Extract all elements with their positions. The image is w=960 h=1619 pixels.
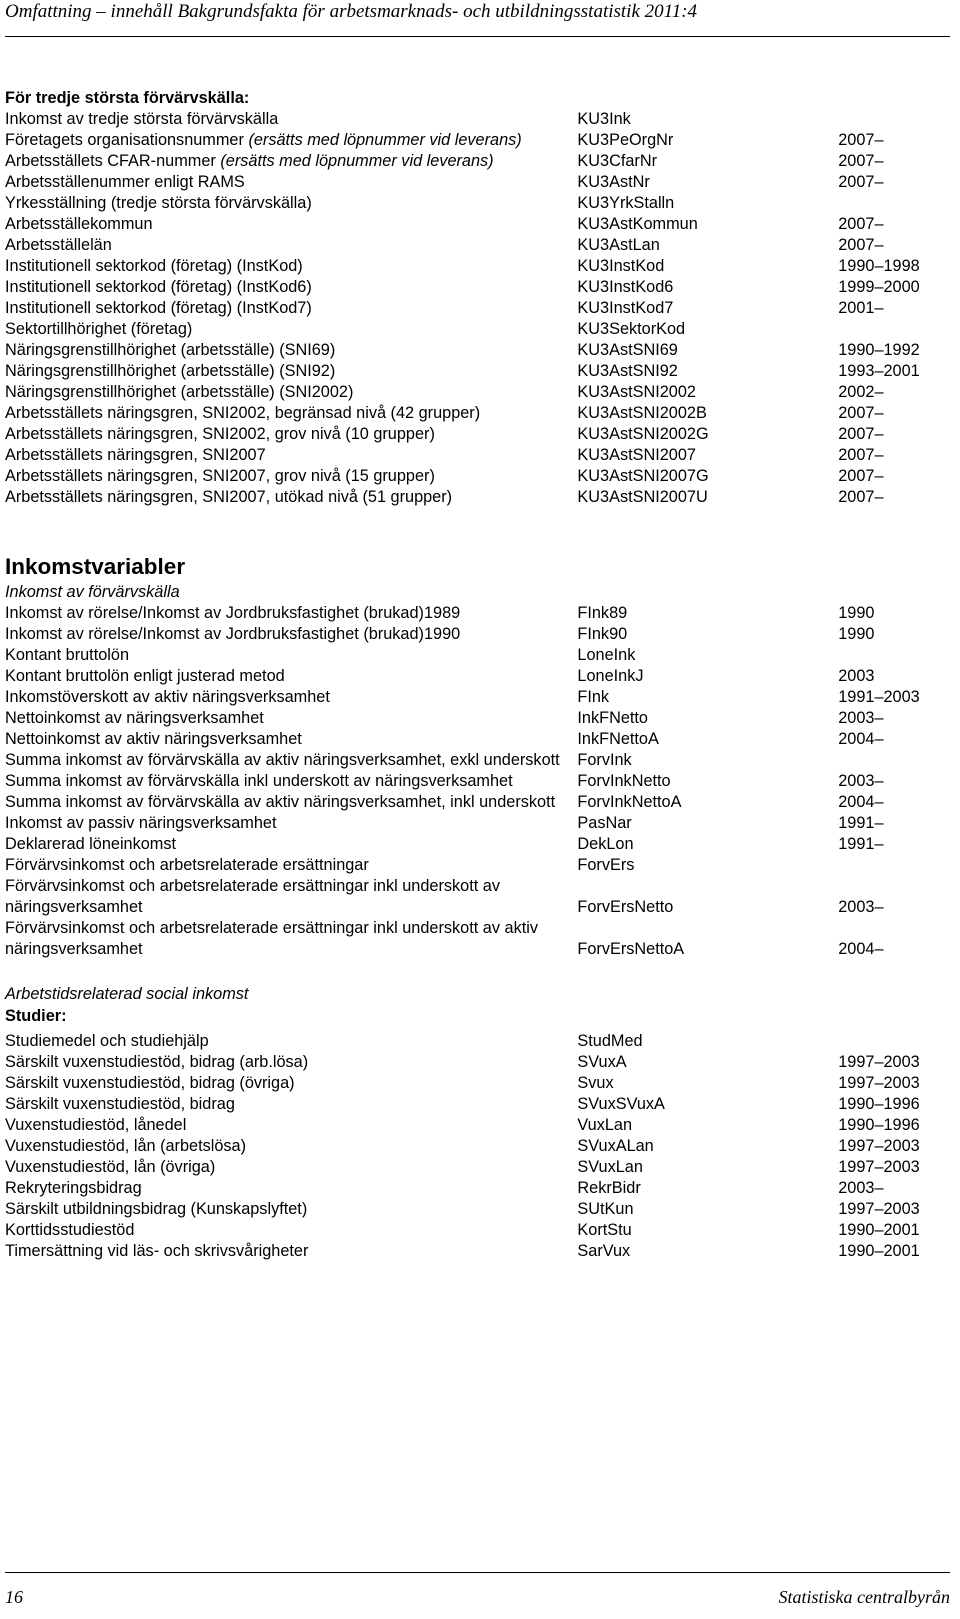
variable-years: 2007– [838, 467, 884, 485]
variable-description [5, 834, 577, 855]
table-row [5, 214, 955, 235]
table-row [5, 361, 955, 382]
description-text: Vuxenstudiestöd, lån (arbetslösa) [5, 1137, 247, 1155]
table-row [5, 1073, 955, 1094]
variable-name: LoneInk [577, 646, 636, 664]
variable-name: Svux [577, 1074, 614, 1092]
table-row [5, 855, 955, 876]
variable-description [5, 1199, 577, 1220]
variable-description [5, 172, 577, 193]
variable-name: StudMed [577, 1032, 643, 1050]
variable-years: 2007– [838, 488, 884, 506]
variable-years: 1990–1996 [838, 1116, 920, 1134]
variable-description [5, 340, 577, 361]
description-text: Arbetsställets näringsgren, SNI2007 [5, 446, 266, 464]
variable-name: SVuxALan [577, 1137, 654, 1155]
description-text: Arbetsställets näringsgren, SNI2007, utökad nivå (51 grupper) [5, 488, 453, 506]
description-text: Summa inkomst av förvärvskälla av aktiv näringsverksamhet, inkl underskott [5, 793, 556, 811]
variable-name: KU3AstSNI2002 [577, 383, 696, 401]
description-text: Särskilt vuxenstudiestöd, bidrag [5, 1095, 235, 1113]
description-text: Särskilt vuxenstudiestöd, bidrag (övriga) [5, 1074, 295, 1092]
section2-table [5, 603, 955, 960]
table-row [5, 876, 955, 918]
description-text: Yrkesställning (tredje största förvärvskälla) [5, 194, 312, 212]
description-text: Särskilt utbildningsbidrag (Kunskapslyftet) [5, 1200, 308, 1218]
variable-name: KU3Ink [577, 110, 631, 128]
description-text: Nettoinkomst av näringsverksamhet [5, 709, 264, 727]
table-row [5, 1157, 955, 1178]
variable-name: ForvErs [577, 856, 635, 874]
table-row [5, 487, 955, 508]
section1-heading: För tredje största förvärvskälla: [5, 89, 250, 107]
variable-description [5, 708, 577, 729]
description-text: Arbetsställets näringsgren, SNI2002, grov nivå (10 grupper) [5, 425, 435, 443]
variable-description [5, 109, 577, 130]
variable-description [5, 487, 577, 508]
variable-name: ForvInk [577, 751, 632, 769]
section1-table [5, 109, 955, 508]
description-text: Förvärvsinkomst och arbetsrelaterade ersättningar [5, 856, 369, 874]
description-text: Timersättning vid läs- och skrivsvårigheter [5, 1242, 309, 1260]
variable-name: KU3SektorKod [577, 320, 686, 338]
variable-years: 2001– [838, 299, 884, 317]
variable-description [5, 918, 577, 960]
variable-years: 2007– [838, 446, 884, 464]
description-text: Kontant bruttolön enligt justerad metod [5, 667, 285, 685]
table-row [5, 1136, 955, 1157]
variable-name: KU3InstKod7 [577, 299, 674, 317]
variable-description [5, 277, 577, 298]
description-text: Vuxenstudiestöd, lån (övriga) [5, 1158, 216, 1176]
variable-description [5, 1178, 577, 1199]
section3-table [5, 1031, 955, 1262]
variable-years: 2007– [838, 152, 884, 170]
section2-title: Inkomstvariabler [5, 554, 186, 579]
variable-years: 2003– [838, 709, 884, 727]
variable-years: 1990–1996 [838, 1095, 920, 1113]
table-row [5, 813, 955, 834]
variable-years: 2007– [838, 173, 884, 191]
table-row [5, 1094, 955, 1115]
variable-name: KU3AstSNI2002G [577, 425, 709, 443]
table-row [5, 382, 955, 403]
variable-description [5, 1094, 577, 1115]
description-text: Näringsgrenstillhörighet (arbetsställe) (SNI92) [5, 362, 336, 380]
variable-name: KU3AstSNI2002B [577, 404, 707, 422]
variable-name: KU3AstSNI2007U [577, 488, 708, 506]
variable-years: 1997–2003 [838, 1158, 920, 1176]
section2-subtitle: Inkomst av förvärvskälla [5, 583, 180, 601]
table-row [5, 340, 955, 361]
table-row [5, 151, 955, 172]
section3-subtitle: Arbetstidsrelaterad social inkomst [5, 985, 249, 1003]
description-text: Inkomst av tredje största förvärvskälla [5, 110, 279, 128]
variable-description [5, 1031, 577, 1052]
variable-description [5, 666, 577, 687]
description-text: Korttidsstudiestöd [5, 1221, 135, 1239]
variable-name: SVuxLan [577, 1158, 643, 1176]
variable-description [5, 424, 577, 445]
variable-description [5, 361, 577, 382]
description-text: Inkomstöverskott av aktiv näringsverksamhet [5, 688, 330, 706]
variable-name: KU3PeOrgNr [577, 131, 674, 149]
variable-description [5, 1052, 577, 1073]
variable-description [5, 687, 577, 708]
variable-years: 2007– [838, 131, 884, 149]
variable-years: 2003– [838, 898, 884, 916]
variable-years: 2003– [838, 772, 884, 790]
variable-name: KU3AstNr [577, 173, 650, 191]
description-text: Förvärvsinkomst och arbetsrelaterade ersättningar inkl underskott av näringsverksamhet [5, 877, 500, 916]
variable-name: ForvErsNettoA [577, 940, 685, 958]
description-text: Särskilt vuxenstudiestöd, bidrag (arb.lösa) [5, 1053, 309, 1071]
variable-name: KU3InstKod6 [577, 278, 674, 296]
table-row [5, 1199, 955, 1220]
table-row [5, 1031, 955, 1052]
variable-name: KU3AstSNI2007G [577, 467, 709, 485]
document-content [5, 87, 955, 1262]
table-row [5, 1220, 955, 1241]
variable-years: 2004– [838, 940, 884, 958]
variable-years: 1997–2003 [838, 1053, 920, 1071]
description-text: Summa inkomst av förvärvskälla inkl underskott av näringsverksamhet [5, 772, 513, 790]
description-text: Inkomst av rörelse/Inkomst av Jordbruksfastighet (brukad)1990 [5, 625, 461, 643]
variable-name: KU3InstKod [577, 257, 665, 275]
description-text: Summa inkomst av förvärvskälla av aktiv näringsverksamhet, exkl underskott [5, 751, 560, 769]
variable-name: SVuxA [577, 1053, 627, 1071]
variable-description [5, 1115, 577, 1136]
table-row [5, 708, 955, 729]
variable-name: SVuxSVuxA [577, 1095, 665, 1113]
variable-years: 1997–2003 [838, 1137, 920, 1155]
variable-years: 1991–2003 [838, 688, 920, 706]
variable-name: KU3AstSNI2007 [577, 446, 696, 464]
table-row [5, 1052, 955, 1073]
table-row [5, 729, 955, 750]
table-row [5, 445, 955, 466]
variable-name: ForvInkNetto [577, 772, 671, 790]
table-row [5, 298, 955, 319]
description-note: (ersätts med löpnummer vid leverans) [220, 152, 494, 170]
table-row [5, 792, 955, 813]
table-row [5, 256, 955, 277]
variable-name: FInk90 [577, 625, 628, 643]
variable-description [5, 876, 577, 918]
description-text: Arbetsställets CFAR-nummer [5, 152, 221, 170]
variable-name: KU3YrkStalln [577, 194, 675, 212]
description-text: Deklarerad löneinkomst [5, 835, 177, 853]
table-row [5, 466, 955, 487]
variable-description [5, 382, 577, 403]
table-row [5, 834, 955, 855]
description-text: Institutionell sektorkod (företag) (InstKod7) [5, 299, 312, 317]
table-row [5, 172, 955, 193]
variable-name: DekLon [577, 835, 634, 853]
variable-description [5, 855, 577, 876]
variable-years: 1990 [838, 625, 875, 643]
variable-years: 1990–1992 [838, 341, 920, 359]
variable-years: 2007– [838, 425, 884, 443]
variable-years: 2007– [838, 404, 884, 422]
variable-description [5, 319, 577, 340]
variable-years: 1990 [838, 604, 875, 622]
description-text: Kontant bruttolön [5, 646, 130, 664]
variable-description [5, 403, 577, 424]
description-text: Studiemedel och studiehjälp [5, 1032, 209, 1050]
variable-years: 2003– [838, 1179, 884, 1197]
variable-name: KU3AstLan [577, 236, 660, 254]
variable-name: KU3CfarNr [577, 152, 658, 170]
description-text: Arbetsställelän [5, 236, 112, 254]
variable-years: 1991– [838, 814, 884, 832]
variable-description [5, 235, 577, 256]
description-text: Vuxenstudiestöd, lånedel [5, 1116, 187, 1134]
variable-name: LoneInkJ [577, 667, 644, 685]
variable-years: 2002– [838, 383, 884, 401]
variable-description [5, 298, 577, 319]
publisher-name: Statistiska centralbyrån [778, 1587, 950, 1607]
variable-years: 1997–2003 [838, 1200, 920, 1218]
variable-name: SarVux [577, 1242, 631, 1260]
variable-years: 2004– [838, 793, 884, 811]
variable-description [5, 813, 577, 834]
variable-description [5, 792, 577, 813]
page-header [5, 0, 950, 37]
table-row [5, 1178, 955, 1199]
variable-years: 2007– [838, 215, 884, 233]
description-text: Förvärvsinkomst och arbetsrelaterade ersättningar inkl underskott av aktiv näringsverksamhet [5, 919, 538, 958]
description-note: (ersätts med löpnummer vid leverans) [248, 131, 522, 149]
variable-name: KU3AstSNI69 [577, 341, 678, 359]
table-row [5, 624, 955, 645]
variable-description [5, 256, 577, 277]
header-text: Omfattning – innehåll Bakgrundsfakta för arbetsmarknads- och utbildningsstatistik 2011:4 [5, 1, 698, 22]
variable-name: KU3AstKommun [577, 215, 698, 233]
table-row [5, 750, 955, 771]
variable-name: ForvInkNettoA [577, 793, 682, 811]
description-text: Inkomst av rörelse/Inkomst av Jordbruksfastighet (brukad)1989 [5, 604, 461, 622]
variable-name: KortStu [577, 1221, 632, 1239]
variable-years: 2007– [838, 236, 884, 254]
table-row [5, 193, 955, 214]
table-row [5, 319, 955, 340]
variable-years: 1991– [838, 835, 884, 853]
variable-description [5, 750, 577, 771]
page-footer [5, 1572, 950, 1607]
variable-years: 1990–2001 [838, 1242, 920, 1260]
description-text: Näringsgrenstillhörighet (arbetsställe) (SNI69) [5, 341, 336, 359]
table-row [5, 771, 955, 792]
variable-description [5, 624, 577, 645]
variable-description [5, 151, 577, 172]
variable-name: VuxLan [577, 1116, 633, 1134]
description-text: Näringsgrenstillhörighet (arbetsställe) (SNI2002) [5, 383, 354, 401]
variable-name: ForvErsNetto [577, 898, 674, 916]
description-text: Institutionell sektorkod (företag) (InstKod6) [5, 278, 312, 296]
variable-description [5, 1220, 577, 1241]
table-row [5, 235, 955, 256]
variable-name: InkFNetto [577, 709, 648, 727]
description-text: Företagets organisationsnummer [5, 131, 249, 149]
variable-description [5, 1073, 577, 1094]
description-text: Arbetsställets näringsgren, SNI2002, begränsad nivå (42 grupper) [5, 404, 481, 422]
description-text: Arbetsställekommun [5, 215, 153, 233]
variable-description [5, 193, 577, 214]
variable-years: 1993–2001 [838, 362, 920, 380]
description-text: Institutionell sektorkod (företag) (InstKod) [5, 257, 303, 275]
variable-description [5, 214, 577, 235]
table-row [5, 424, 955, 445]
variable-description [5, 603, 577, 624]
variable-years: 1999–2000 [838, 278, 920, 296]
table-row [5, 1115, 955, 1136]
table-row [5, 1241, 955, 1262]
table-row [5, 403, 955, 424]
variable-description [5, 466, 577, 487]
table-row [5, 277, 955, 298]
table-row [5, 666, 955, 687]
variable-description [5, 645, 577, 666]
variable-description [5, 771, 577, 792]
description-text: Sektortillhörighet (företag) [5, 320, 193, 338]
table-row [5, 109, 955, 130]
description-text: Nettoinkomst av aktiv näringsverksamhet [5, 730, 302, 748]
variable-description [5, 1241, 577, 1262]
variable-name: PasNar [577, 814, 632, 832]
variable-name: InkFNettoA [577, 730, 659, 748]
table-row [5, 130, 955, 151]
variable-years: 1997–2003 [838, 1074, 920, 1092]
description-text: Arbetsställets näringsgren, SNI2007, grov nivå (15 grupper) [5, 467, 435, 485]
description-text: Inkomst av passiv näringsverksamhet [5, 814, 277, 832]
variable-description [5, 1136, 577, 1157]
page-number: 16 [5, 1587, 23, 1607]
variable-name: SUtKun [577, 1200, 634, 1218]
variable-description [5, 1157, 577, 1178]
variable-description [5, 445, 577, 466]
table-row [5, 918, 955, 960]
table-row [5, 687, 955, 708]
variable-years: 1990–2001 [838, 1221, 920, 1239]
variable-name: KU3AstSNI92 [577, 362, 678, 380]
description-text: Arbetsställenummer enligt RAMS [5, 173, 245, 191]
variable-years: 2003 [838, 667, 875, 685]
table-row [5, 645, 955, 666]
variable-years: 1990–1998 [838, 257, 920, 275]
variable-name: FInk89 [577, 604, 628, 622]
variable-description [5, 729, 577, 750]
variable-years: 2004– [838, 730, 884, 748]
table-row [5, 603, 955, 624]
variable-name: FInk [577, 688, 610, 706]
variable-description [5, 130, 577, 151]
section3-heading: Studier: [5, 1007, 67, 1025]
variable-name: RekrBidr [577, 1179, 641, 1197]
description-text: Rekryteringsbidrag [5, 1179, 142, 1197]
